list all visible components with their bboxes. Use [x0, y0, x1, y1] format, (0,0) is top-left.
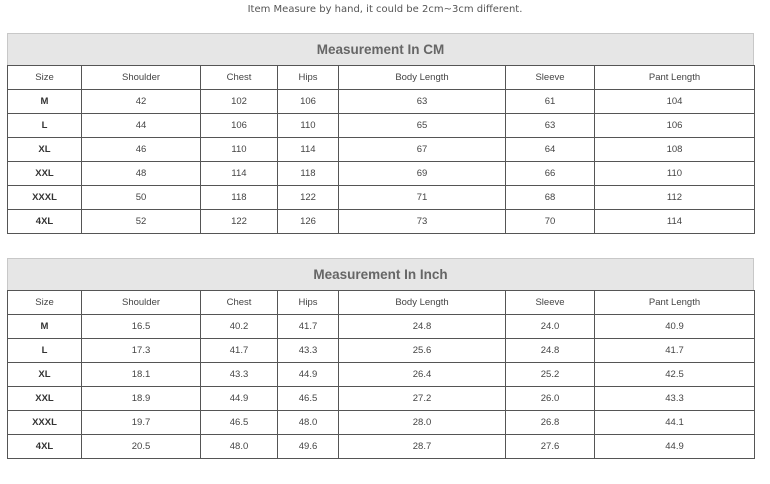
- table-row: [8, 339, 755, 363]
- measurement-cell: 40.9: [595, 315, 755, 339]
- size-cell: L: [8, 339, 82, 363]
- measurement-cell: 25.6: [339, 339, 506, 363]
- size-cell: XXXL: [8, 411, 82, 435]
- measurement-cell: 67: [339, 138, 506, 162]
- table-title: Measurement In CM: [7, 33, 754, 65]
- measurement-cell: 41.7: [278, 315, 339, 339]
- size-table-cm: [7, 33, 754, 234]
- measurement-cell: 70: [506, 210, 595, 234]
- measurement-cell: 27.6: [506, 435, 595, 459]
- table-row: [8, 138, 755, 162]
- measurement-cell: 69: [339, 162, 506, 186]
- table-header-row: [8, 66, 755, 90]
- size-cell: XXL: [8, 387, 82, 411]
- measurement-cell: 106: [595, 114, 755, 138]
- size-cell: XL: [8, 363, 82, 387]
- measurement-cell: 104: [595, 90, 755, 114]
- size-table: [7, 65, 755, 234]
- column-header: Chest: [201, 291, 278, 315]
- column-header: Hips: [278, 291, 339, 315]
- measurement-cell: 50: [82, 186, 201, 210]
- measurement-cell: 71: [339, 186, 506, 210]
- measurement-cell: 18.1: [82, 363, 201, 387]
- measurement-cell: 42: [82, 90, 201, 114]
- measurement-cell: 122: [201, 210, 278, 234]
- measurement-cell: 44.9: [278, 363, 339, 387]
- measurement-cell: 106: [201, 114, 278, 138]
- measurement-cell: 48.0: [278, 411, 339, 435]
- measurement-cell: 43.3: [201, 363, 278, 387]
- measurement-cell: 112: [595, 186, 755, 210]
- column-header: Pant Length: [595, 291, 755, 315]
- measurement-cell: 17.3: [82, 339, 201, 363]
- measurement-cell: 28.0: [339, 411, 506, 435]
- measurement-cell: 43.3: [278, 339, 339, 363]
- table-title: Measurement In Inch: [7, 258, 754, 290]
- measurement-cell: 40.2: [201, 315, 278, 339]
- measurement-cell: 126: [278, 210, 339, 234]
- measurement-cell: 24.8: [339, 315, 506, 339]
- measurement-cell: 44.9: [595, 435, 755, 459]
- measurement-cell: 26.8: [506, 411, 595, 435]
- measurement-cell: 44.1: [595, 411, 755, 435]
- measurement-cell: 108: [595, 138, 755, 162]
- measurement-cell: 66: [506, 162, 595, 186]
- table-row: [8, 363, 755, 387]
- table-header-row: [8, 291, 755, 315]
- table-row: [8, 90, 755, 114]
- table-row: [8, 387, 755, 411]
- measurement-cell: 46.5: [201, 411, 278, 435]
- column-header: Body Length: [339, 66, 506, 90]
- measurement-cell: 110: [595, 162, 755, 186]
- measurement-cell: 102: [201, 90, 278, 114]
- column-header: Hips: [278, 66, 339, 90]
- measurement-cell: 63: [339, 90, 506, 114]
- size-cell: L: [8, 114, 82, 138]
- measurement-cell: 73: [339, 210, 506, 234]
- measurement-cell: 106: [278, 90, 339, 114]
- table-row: [8, 186, 755, 210]
- measurement-cell: 68: [506, 186, 595, 210]
- measurement-cell: 42.5: [595, 363, 755, 387]
- size-cell: M: [8, 315, 82, 339]
- measurement-cell: 118: [278, 162, 339, 186]
- measurement-cell: 46.5: [278, 387, 339, 411]
- measurement-cell: 41.7: [595, 339, 755, 363]
- measurement-cell: 28.7: [339, 435, 506, 459]
- table-row: [8, 315, 755, 339]
- measurement-cell: 27.2: [339, 387, 506, 411]
- size-table: [7, 290, 755, 459]
- measurement-cell: 122: [278, 186, 339, 210]
- measurement-cell: 110: [278, 114, 339, 138]
- measurement-cell: 25.2: [506, 363, 595, 387]
- size-cell: XXL: [8, 162, 82, 186]
- column-header: Sleeve: [506, 66, 595, 90]
- measurement-cell: 43.3: [595, 387, 755, 411]
- measurement-cell: 61: [506, 90, 595, 114]
- measurement-cell: 46: [82, 138, 201, 162]
- column-header: Shoulder: [82, 291, 201, 315]
- measurement-cell: 114: [201, 162, 278, 186]
- measurement-cell: 18.9: [82, 387, 201, 411]
- table-row: [8, 411, 755, 435]
- measurement-cell: 110: [201, 138, 278, 162]
- measurement-cell: 48.0: [201, 435, 278, 459]
- measurement-cell: 49.6: [278, 435, 339, 459]
- measurement-cell: 118: [201, 186, 278, 210]
- measurement-cell: 41.7: [201, 339, 278, 363]
- measurement-cell: 24.0: [506, 315, 595, 339]
- size-cell: XL: [8, 138, 82, 162]
- size-cell: XXXL: [8, 186, 82, 210]
- size-cell: M: [8, 90, 82, 114]
- column-header: Chest: [201, 66, 278, 90]
- size-cell: 4XL: [8, 435, 82, 459]
- column-header: Sleeve: [506, 291, 595, 315]
- column-header: Size: [8, 66, 82, 90]
- measurement-cell: 44: [82, 114, 201, 138]
- measurement-cell: 26.0: [506, 387, 595, 411]
- measurement-cell: 16.5: [82, 315, 201, 339]
- measurement-cell: 52: [82, 210, 201, 234]
- measurement-cell: 114: [595, 210, 755, 234]
- column-header: Body Length: [339, 291, 506, 315]
- measurement-note: Item Measure by hand, it could be 2cm~3cm different.: [247, 4, 523, 15]
- size-table-inch: [7, 258, 754, 459]
- measurement-cell: 65: [339, 114, 506, 138]
- column-header: Shoulder: [82, 66, 201, 90]
- table-row: [8, 435, 755, 459]
- column-header: Size: [8, 291, 82, 315]
- measurement-cell: 63: [506, 114, 595, 138]
- measurement-cell: 24.8: [506, 339, 595, 363]
- table-row: [8, 162, 755, 186]
- measurement-cell: 114: [278, 138, 339, 162]
- measurement-cell: 48: [82, 162, 201, 186]
- measurement-cell: 44.9: [201, 387, 278, 411]
- measurement-cell: 19.7: [82, 411, 201, 435]
- measurement-cell: 20.5: [82, 435, 201, 459]
- table-row: [8, 210, 755, 234]
- size-cell: 4XL: [8, 210, 82, 234]
- measurement-cell: 26.4: [339, 363, 506, 387]
- column-header: Pant Length: [595, 66, 755, 90]
- table-row: [8, 114, 755, 138]
- measurement-cell: 64: [506, 138, 595, 162]
